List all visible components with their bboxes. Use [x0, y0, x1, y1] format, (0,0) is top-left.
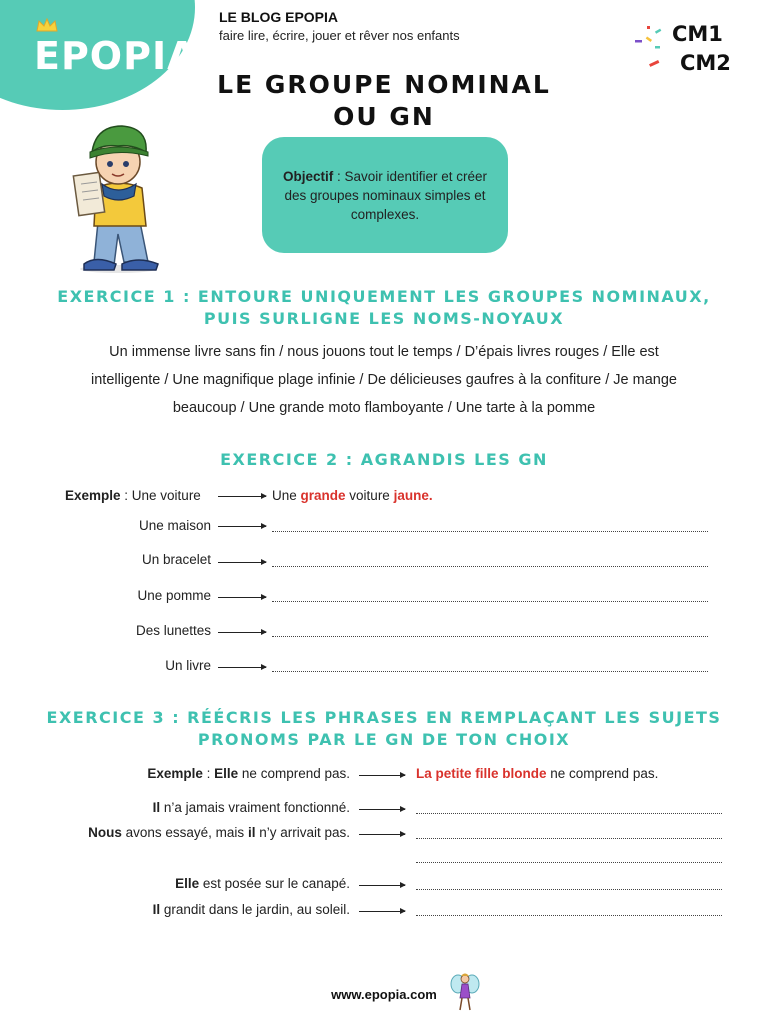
answer-line[interactable]: [416, 889, 722, 890]
footer-url[interactable]: www.epopia.com: [331, 987, 437, 1002]
exercise1-heading-line2: PUIS SURLIGNE LES NOMS-NOYAUX: [203, 309, 565, 328]
answer-line[interactable]: [416, 862, 722, 863]
pronoun: Nous: [88, 825, 122, 840]
arrow-icon: [218, 526, 266, 527]
exercise2-example-answer: [272, 488, 433, 503]
level-cm2: CM2: [680, 51, 731, 75]
answer-line[interactable]: [416, 813, 722, 814]
objective-label: Objectif: [282, 169, 334, 184]
answer-line[interactable]: [272, 531, 708, 532]
pronoun: il: [247, 825, 256, 840]
objective-box: [262, 137, 508, 253]
exercise2-example: [65, 488, 201, 503]
exercise3-heading-line2: PRONOMS PAR LE GN DE TON CHOIX: [197, 730, 571, 749]
arrow-icon: [359, 834, 405, 835]
blog-title: LE BLOG EPOPIA: [219, 9, 339, 25]
answer-line[interactable]: [272, 671, 708, 672]
example-rest: ne comprend pas.: [238, 766, 350, 781]
exercise3-example: [147, 766, 350, 781]
arrow-icon: [218, 496, 266, 497]
page-title: LE GROUPE NOMINAL: [217, 70, 551, 99]
level-cm1: CM1: [672, 22, 723, 46]
example-sep: :: [202, 766, 215, 781]
epopia-logo[interactable]: EPOPIA: [34, 34, 198, 78]
blog-subtitle: faire lire, écrire, jouer et rêver nos enfants: [219, 28, 460, 43]
exercise1-text: [50, 338, 718, 422]
answer-rest: ne comprend pas.: [546, 766, 659, 781]
arrow-icon: [218, 667, 266, 668]
arrow-icon: [218, 632, 266, 633]
page-title-line2: OU GN: [333, 102, 435, 131]
exercise2-heading: EXERCICE 2 : AGRANDIS LES GN: [220, 450, 548, 469]
pronoun: Il: [152, 902, 161, 917]
arrow-icon: [359, 911, 405, 912]
sentence-rest: est posée sur le canapé.: [199, 876, 350, 891]
example-label: Exemple: [147, 766, 203, 781]
answer-text: voiture: [345, 488, 394, 503]
sentence-rest: grandit dans le jardin, au soleil.: [160, 902, 350, 917]
answer-text: Une: [272, 488, 301, 503]
exercise1-line3: beaucoup / Une grande moto flamboyante / Une tarte à la pomme: [172, 400, 596, 416]
sentence-mid: avons essayé, mais: [121, 825, 248, 840]
objective-text: : Savoir identifier et créer des groupes nominaux simples et complexes.: [284, 169, 488, 222]
example-word: : Une voiture: [120, 488, 201, 503]
exercise1-heading: EXERCICE 1 : ENTOURE UNIQUEMENT LES GROUPES NOMINAUX,: [57, 287, 711, 306]
exercise3-example-answer: [416, 766, 658, 781]
answer-subject: La petite fille blonde: [416, 766, 547, 781]
sentence-rest: n’a jamais vraiment fonctionné.: [160, 800, 350, 815]
exercise3-sentence-4: [153, 902, 350, 917]
exercise3-sentence-1: [153, 800, 350, 815]
fairy-icon: [450, 970, 480, 1014]
exercise2-item: Des lunettes: [135, 623, 211, 638]
pronoun: Il: [152, 800, 161, 815]
exercise2-item: Une maison: [138, 518, 211, 533]
exercise2-item: Un livre: [165, 658, 211, 673]
arrow-icon: [359, 885, 405, 886]
exercise1-line1: Un immense livre sans fin / nous jouons tout le temps / D’épais livres rouges / Elle est: [109, 344, 659, 360]
exercise3-heading: EXERCICE 3 : RÉÉCRIS LES PHRASES EN REMPLAÇANT LES SUJETS: [46, 708, 722, 727]
answer-adjective-2: jaune.: [393, 488, 433, 503]
answer-line[interactable]: [416, 915, 722, 916]
sentence-rest: n’y arrivait pas.: [255, 825, 350, 840]
crown-icon: [36, 18, 58, 32]
boy-reading-illustration: [66, 122, 170, 274]
answer-line[interactable]: [272, 636, 708, 637]
answer-adjective-1: grande: [300, 488, 346, 503]
answer-line[interactable]: [272, 601, 708, 602]
arrow-icon: [218, 562, 266, 563]
arrow-icon: [359, 809, 405, 810]
example-label: Exemple: [65, 488, 121, 503]
arrow-icon: [218, 597, 266, 598]
arrow-icon: [359, 775, 405, 776]
exercise3-sentence-3: [175, 876, 350, 891]
answer-line[interactable]: [272, 566, 708, 567]
exercise3-sentence-2: [88, 825, 350, 840]
exercise2-item: Un bracelet: [141, 552, 211, 567]
example-pronoun: Elle: [214, 766, 239, 781]
pronoun: Elle: [175, 876, 200, 891]
answer-line[interactable]: [416, 838, 722, 839]
confetti-icon: [633, 24, 665, 70]
exercise1-line2: intelligente / Une magnifique plage infinie / De délicieuses gaufres à la confiture / Je mange: [91, 372, 677, 388]
exercise2-item: Une pomme: [137, 588, 211, 603]
